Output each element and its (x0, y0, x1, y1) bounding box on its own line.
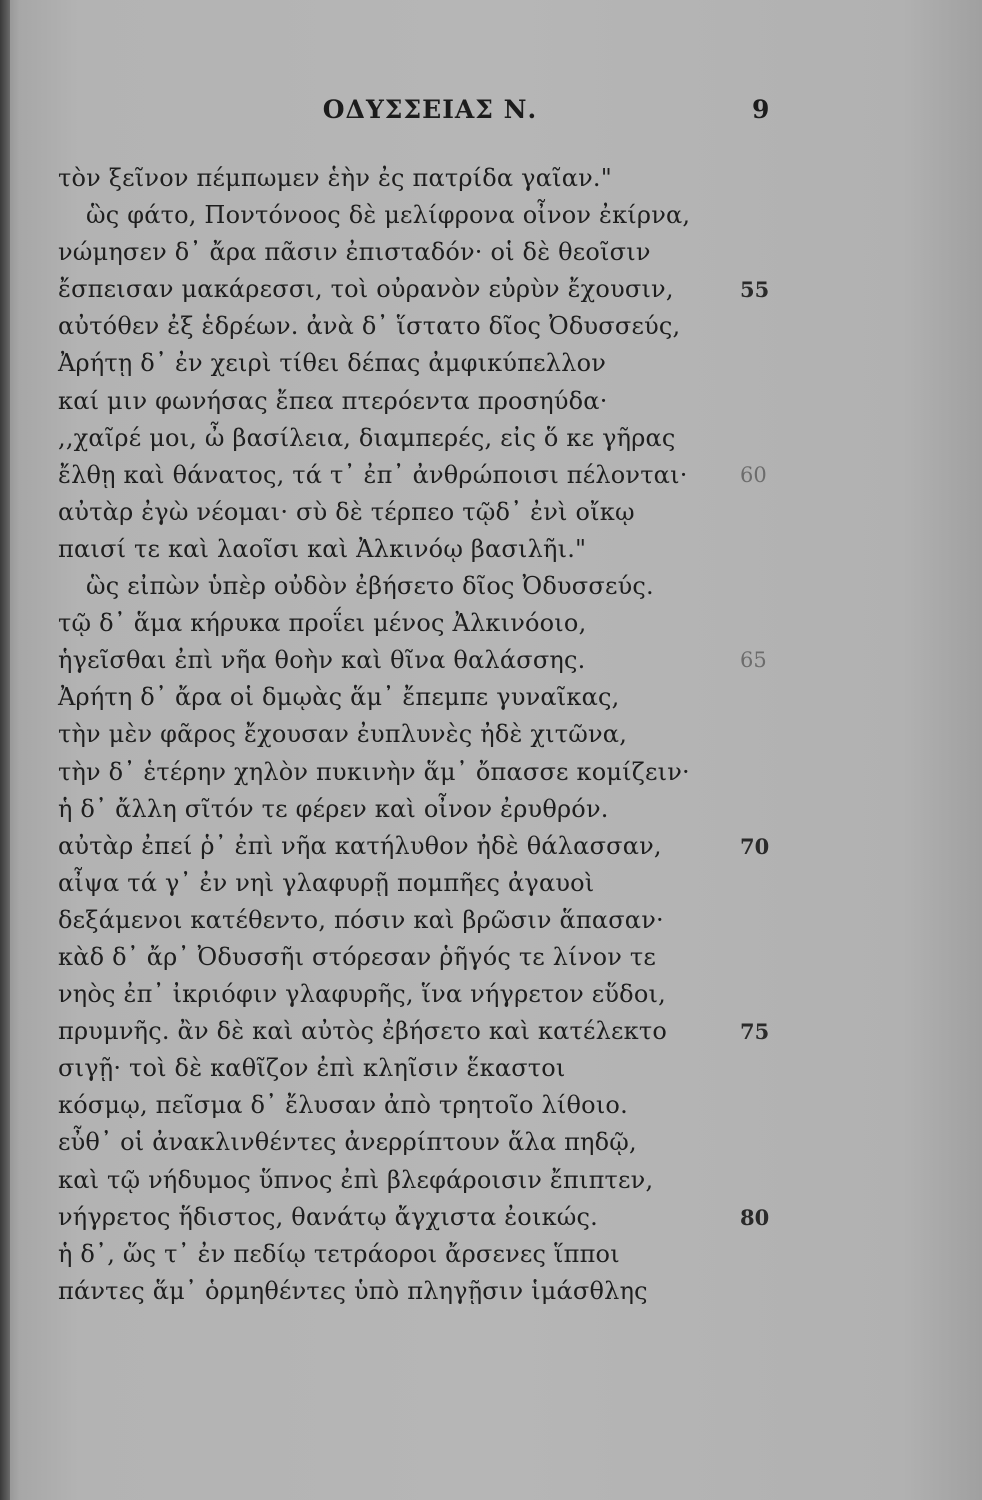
verse-line: ὣς εἰπὼν ὑπὲρ οὐδὸν ἐβήσετο δῖος Ὀδυσσεύς. (86, 572, 654, 601)
verse-line: ὣς φάτο, Ποντόνοος δὲ μελίφρονα οἶνον ἐκίρνα, (86, 201, 691, 230)
running-head-title: ΟΔΥΣΣΕΙΑΣ Ν. (322, 95, 538, 124)
verse-line: Ἀρήτη δ᾽ ἄρα οἱ δμῳὰς ἅμ᾽ ἔπεμπε γυναῖκας, (58, 683, 620, 712)
verse-line: νηὸς ἐπ᾽ ἰκριόφιν γλαφυρῆς, ἵνα νήγρετον εὕδοι, (58, 980, 666, 1009)
verse-text-block (58, 160, 758, 1310)
verse-line: καί μιν φωνήσας ἔπεα πτερόεντα προσηύδα· (58, 386, 608, 415)
verse-line: κόσμῳ, πεῖσμα δ᾽ ἔλυσαν ἀπὸ τρητοῖο λίθοιο. (58, 1091, 628, 1120)
verse-line: ἔσπεισαν μακάρεσσι, τοὶ οὐρανὸν εὐρὺν ἔχουσιν, (58, 275, 674, 304)
verse-line: ἡ δ᾽, ὥς τ᾽ ἐν πεδίῳ τετράοροι ἄρσενες ἵπποι (58, 1239, 620, 1268)
verse-line: αἶψα τά γ᾽ ἐν νηὶ γλαφυρῇ πομπῆες ἀγαυοὶ (58, 868, 595, 897)
verse-line: ἡ δ᾽ ἄλλη σῖτόν τε φέρεν καὶ οἶνον ἐρυθρόν. (58, 794, 609, 823)
verse-line: παισί τε καὶ λαοῖσι καὶ Ἀλκινόῳ βασιλῆι." (58, 534, 587, 563)
verse-line: ἡγεῖσθαι ἐπὶ νῆα θοὴν καὶ θῖνα θαλάσσης. (58, 646, 586, 675)
verse-line: δεξάμενοι κατέθεντο, πόσιν καὶ βρῶσιν ἅπασαν· (58, 905, 664, 934)
line-number: 75 (740, 1019, 770, 1045)
verse-line: νήγρετος ἥδιστος, θανάτῳ ἄγχιστα ἐοικώς. (58, 1202, 599, 1231)
verse-line: τὸν ξεῖνον πέμπωμεν ἑὴν ἐς πατρίδα γαῖαν." (58, 164, 612, 192)
page-number: 9 (752, 95, 770, 124)
verse-line: τὴν δ᾽ ἑτέρην χηλὸν πυκινὴν ἅμ᾽ ὄπασσε κομίζειν· (58, 757, 690, 786)
verse-line: τὴν μὲν φᾶρος ἔχουσαν ἐυπλυνὲς ἠδὲ χιτῶνα, (58, 720, 628, 749)
verse-line: σιγῇ· τοὶ δὲ καθῖζον ἐπὶ κληῖσιν ἕκαστοι (58, 1054, 566, 1083)
verse-line: νώμησεν δ᾽ ἄρα πᾶσιν ἐπισταδόν· οἱ δὲ θεοῖσιν (58, 238, 651, 267)
verse-line: πρυμνῆς. ἂν δὲ καὶ αὐτὸς ἐβήσετο καὶ κατέλεκτο (58, 1017, 668, 1046)
verse-line: εὖθ᾽ οἱ ἀνακλινθέντες ἀνερρίπτουν ἅλα πηδῷ, (58, 1128, 637, 1157)
verse-line: αὐτόθεν ἐξ ἑδρέων. ἀνὰ δ᾽ ἵστατο δῖος Ὀδυσσεύς, (58, 312, 681, 341)
verse-line: ,,χαῖρέ μοι, ὦ βασίλεια, διαμπερές, εἰς ὅ κε γῆρας (58, 423, 676, 452)
verse-line: πάντες ἅμ᾽ ὁρμηθέντες ὑπὸ πληγῇσιν ἱμάσθλης (58, 1276, 648, 1305)
book-spine-edge (0, 0, 10, 1500)
line-number: 65 (740, 648, 767, 673)
line-number: 55 (740, 277, 770, 303)
verse-line: καὶ τῷ νήδυμος ὕπνος ἐπὶ βλεφάροισιν ἔπιπτεν, (58, 1165, 654, 1194)
verse-line: τῷ δ᾽ ἅμα κήρυκα προΐει μένος Ἀλκινόοιο, (58, 609, 587, 638)
line-number: 70 (740, 833, 770, 859)
line-number: 80 (740, 1204, 770, 1230)
line-number: 60 (740, 462, 767, 487)
verse-line: ἔλθῃ καὶ θάνατος, τά τ᾽ ἐπ᾽ ἀνθρώποισι πέλονται· (58, 460, 688, 489)
verse-line: αὐτὰρ ἐπεί ῥ᾽ ἐπὶ νῆα κατήλυθον ἠδὲ θάλασσαν, (58, 831, 662, 860)
verse-line: αὐτὰρ ἐγὼ νέομαι· σὺ δὲ τέρπεο τῷδ᾽ ἐνὶ οἴκῳ (58, 497, 635, 526)
verse-line: Ἀρήτῃ δ᾽ ἐν χειρὶ τίθει δέπας ἀμφικύπελλον (58, 349, 607, 378)
verse-line: κὰδ δ᾽ ἄρ᾽ Ὀδυσσῆι στόρεσαν ῥῆγός τε λίνον τε (58, 942, 656, 971)
